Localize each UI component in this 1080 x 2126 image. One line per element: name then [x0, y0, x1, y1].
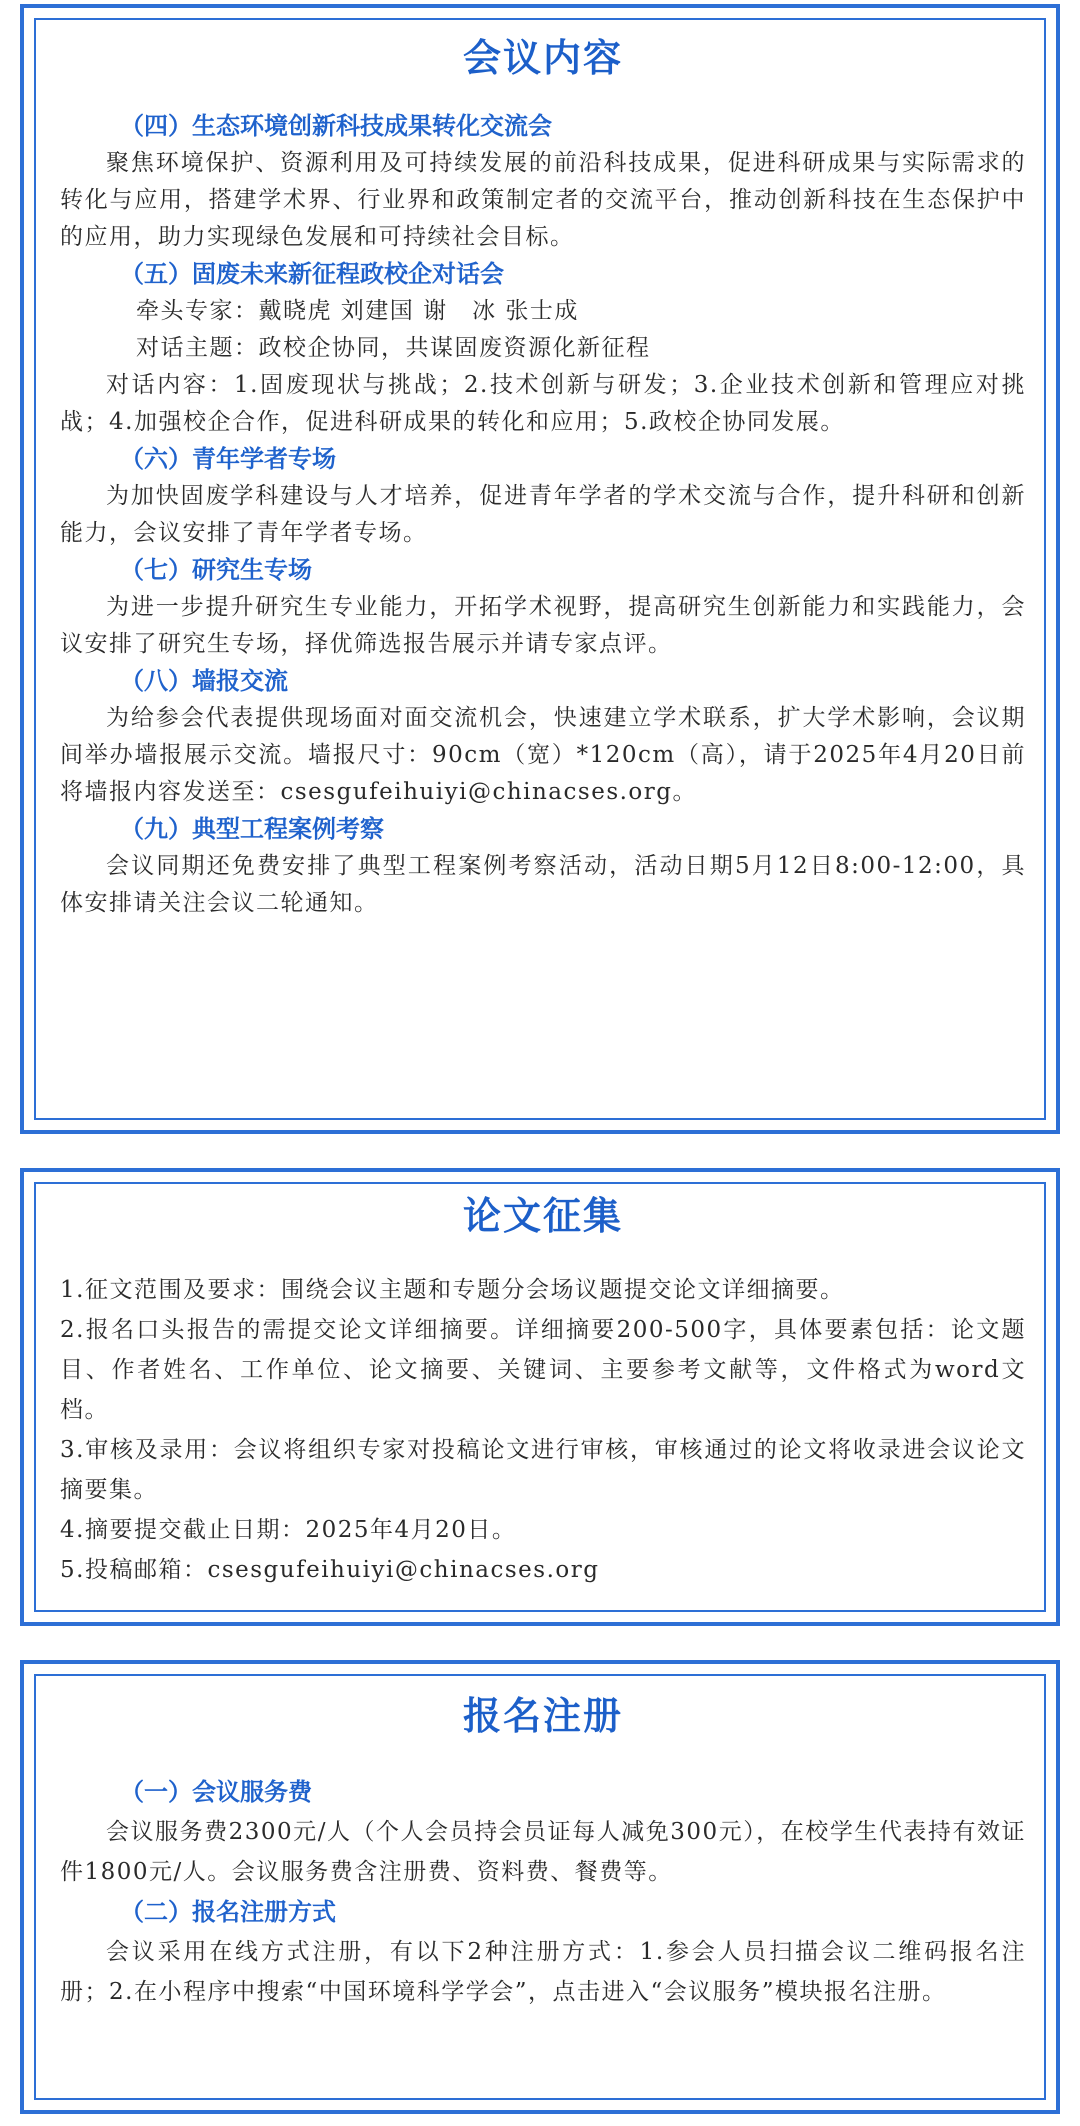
section-title-wrap — [60, 1692, 1026, 1752]
paragraph-7: 为进一步提升研究生专业能力，开拓学术视野，提高研究生创新能力和实践能力，会议安排了研究生专场，择优筛选报告展示并请专家点评。 — [60, 594, 1026, 657]
registration-paragraph: 会议采用在线方式注册，有以下2种注册方式：1.参会人员扫描会议二维码报名注册；2.在小程序中搜索“中国环境科学学会”，点击进入“会议服务”模块报名注册。 — [60, 1939, 1026, 2005]
list-item: 4.摘要提交截止日期：2025年4月20日。 — [60, 1517, 517, 1543]
paragraph-9: 会议同期还免费安排了典型工程案例考察活动，活动日期5月12日8:00-12:00，具体安排请关注会议二轮通知。 — [60, 853, 1026, 916]
lead-experts: 牵头专家：戴晓虎 刘建国 谢 冰 张士成 — [136, 298, 579, 324]
meeting-content-body — [60, 8, 1026, 1130]
paragraph-6: 为加快固废学科建设与人才培养，促进青年学者的学术交流与合作，提升科研和创新能力，会议安排了青年学者专场。 — [60, 483, 1026, 546]
paragraph-4: 聚焦环境保护、资源利用及可持续发展的前沿科技成果，促进科研成果与实际需求的转化与应用，搭建学术界、行业界和政策制定者的交流平台，推动创新科技在生态保护中的应用，助力实现绿色发展和可持续社会目标。 — [60, 150, 1026, 250]
paragraph-8: 为给参会代表提供现场面对面交流机会，快速建立学术联系，扩大学术影响，会议期间举办墙报展示交流。墙报尺寸：90cm（宽）*120cm（高），请于2025年4月20日前将墙报内容发送至：csesgufeihuiyi@chinacses.org。 — [60, 705, 1026, 805]
subheading-7: （七）研究生专场 — [120, 556, 312, 584]
subheading-fee: （一）会议服务费 — [120, 1778, 312, 1806]
subheading-6: （六）青年学者专场 — [120, 445, 336, 473]
paper-collection-body — [60, 1172, 1026, 1622]
subheading-8: （八）墙报交流 — [120, 667, 288, 695]
dialogue-content: 对话内容：1.固废现状与挑战；2.技术创新与研发；3.企业技术创新和管理应对挑战；4.加强校企合作，促进科研成果的转化和应用；5.政校企协同发展。 — [60, 372, 1026, 435]
section-title: 会议内容 — [455, 34, 631, 82]
list-item: 2.报名口头报告的需提交论文详细摘要。详细摘要200-500字，具体要素包括：论文题目、作者姓名、工作单位、论文摘要、关键词、主要参考文献等，文件格式为word文档。 — [60, 1317, 1026, 1423]
dialogue-theme: 对话主题：政校企协同，共谋固废资源化新征程 — [136, 335, 651, 361]
section-title: 报名注册 — [455, 1692, 631, 1740]
section-title-wrap — [60, 34, 1026, 94]
subheading-5: （五）固废未来新征程政校企对话会 — [120, 260, 504, 288]
list-item: 3.审核及录用：会议将组织专家对投稿论文进行审核，审核通过的论文将收录进会议论文摘要集。 — [60, 1437, 1026, 1503]
meeting-content-card — [20, 4, 1060, 1134]
paper-collection-card — [20, 1168, 1060, 1626]
fee-paragraph: 会议服务费2300元/人（个人会员持会员证每人减免300元），在校学生代表持有效证件1800元/人。会议服务费含注册费、资料费、餐费等。 — [60, 1819, 1026, 1885]
section-title-wrap — [60, 1192, 1026, 1252]
section-title: 论文征集 — [455, 1192, 631, 1240]
list-item: 1.征文范围及要求：围绕会议主题和专题分会场议题提交论文详细摘要。 — [60, 1277, 845, 1303]
subheading-registration: （二）报名注册方式 — [120, 1898, 336, 1926]
registration-card — [20, 1660, 1060, 2114]
registration-body — [60, 1664, 1026, 2110]
subheading-9: （九）典型工程案例考察 — [120, 815, 384, 843]
subheading-4: （四）生态环境创新科技成果转化交流会 — [120, 112, 552, 140]
list-item: 5.投稿邮箱：csesgufeihuiyi@chinacses.org — [60, 1557, 600, 1583]
